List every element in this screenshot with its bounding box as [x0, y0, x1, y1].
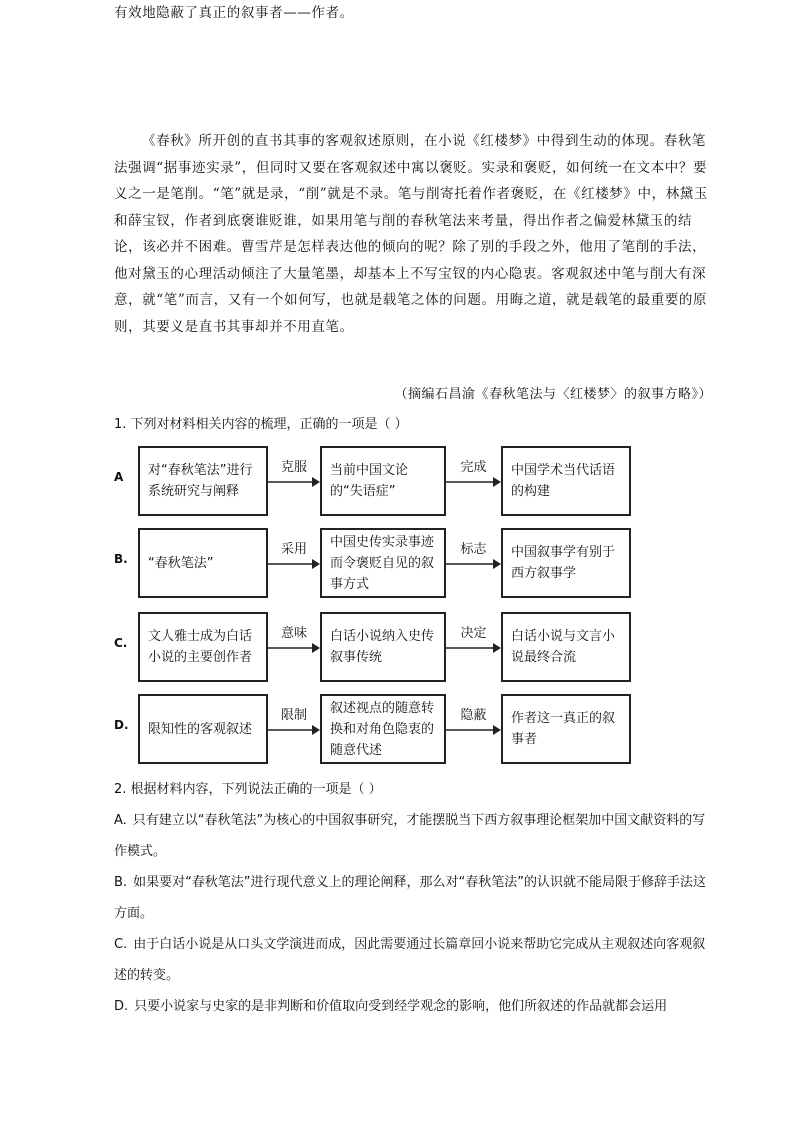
flow-box-text: 文人雅士成为白话小说的主要创作者 — [148, 629, 253, 665]
flow-arrow — [268, 612, 320, 682]
flow-arrow — [268, 528, 320, 598]
flow-box-text: 白话小说纳入史传叙事传统 — [330, 629, 435, 665]
option-label: B. — [114, 875, 128, 890]
arrow-right-icon — [268, 476, 320, 488]
flow-row-c — [110, 612, 650, 684]
flow-arrow — [446, 446, 501, 516]
passage-paragraph-1: 有效地隐蔽了真正的叙事者——作者。 — [114, 5, 354, 21]
passage-source: （摘编石昌渝《春秋笔法与〈红楼梦〉的叙事方略》） — [394, 387, 712, 402]
passage — [114, 0, 714, 27]
arrow-right-icon — [268, 724, 320, 736]
arrow-right-icon — [268, 642, 320, 654]
flow-arrow-label: 采用 — [280, 542, 307, 557]
option-text: 只要小说家与史家的是非判断和价值取向受到经学观念的影响，他们所叙述的作品就都会运用 — [134, 999, 668, 1014]
flow-box-text: 中国叙事学有别于西方叙事学 — [511, 545, 616, 581]
flow-arrow — [446, 694, 501, 764]
flow-arrow-label: 意味 — [280, 626, 307, 641]
flow-box — [320, 612, 446, 682]
flow-row-label: B. — [114, 552, 128, 566]
arrow-right-icon — [446, 642, 501, 654]
flow-box-text: 叙述视点的随意转换和对角色隐衷的随意代述 — [330, 700, 435, 758]
flow-box — [138, 612, 268, 682]
question-1-stem: 1. 下列对材料相关内容的梳理，正确的一项是（ ） — [114, 417, 408, 432]
flow-arrow — [446, 612, 501, 682]
flow-box-text: “春秋笔法” — [148, 555, 214, 571]
question-2-stem: 2. 根据材料内容，下列说法正确的一项是（ ） — [114, 782, 382, 797]
flow-row-a — [110, 446, 650, 518]
flow-box — [320, 694, 446, 764]
flow-box-text: 白话小说与文言小说最终合流 — [511, 629, 616, 665]
flow-arrow-label: 决定 — [460, 626, 487, 641]
option-label: A. — [114, 813, 127, 828]
flow-box — [320, 528, 446, 598]
option-text: 只有建立以“春秋笔法”为核心的中国叙事研究，才能摆脱当下西方叙事理论框架加中国文献资料的写作模式。 — [114, 813, 706, 859]
flow-box — [138, 528, 268, 598]
flow-box — [501, 694, 631, 764]
flow-arrow-label: 克服 — [280, 460, 307, 475]
flow-box-text: 当前中国文论的“失语症” — [330, 463, 409, 499]
flow-box — [138, 446, 268, 516]
flow-box — [501, 446, 631, 516]
flow-arrow-label: 隐蔽 — [460, 708, 487, 723]
option-label: D. — [114, 999, 129, 1014]
option-b — [114, 867, 714, 929]
flow-box — [138, 694, 268, 764]
flow-row-d — [110, 694, 650, 766]
option-a — [114, 805, 714, 867]
flow-arrow — [446, 528, 501, 598]
option-text: 由于白话小说是从口头文学演进而成，因此需要通过长篇章回小说来帮助它完成从主观叙述向客观叙述的转变。 — [114, 937, 706, 983]
flow-box-text: 中国学术当代话语的构建 — [511, 463, 616, 499]
flow-box-text: 对“春秋笔法”进行系统研究与阐释 — [148, 463, 253, 499]
flow-row-label: A — [114, 470, 124, 484]
arrow-right-icon — [446, 724, 501, 736]
flow-arrow — [268, 694, 320, 764]
flow-box — [320, 446, 446, 516]
flow-box — [501, 612, 631, 682]
flow-box-text: 限知性的客观叙述 — [148, 721, 253, 737]
option-label: C. — [114, 937, 128, 952]
flow-box — [501, 528, 631, 598]
flow-arrow — [268, 446, 320, 516]
arrow-right-icon — [446, 476, 501, 488]
flow-arrow-label: 完成 — [460, 460, 487, 475]
passage-paragraph-2: 《春秋》所开创的直书其事的客观叙述原则，在小说《红楼梦》中得到生动的体现。春秋笔法强调“据事迹实录”，但同时又要在客观叙述中寓以褒贬。实录和褒贬，如何统一在文本中？要义之一是笔削。“笔”就是录，“削”就是不录。笔与削寄托着作者褒贬，在《红楼梦》中，林黛玉和薛宝钗，作者到底褒谁贬谁，如果用笔与削的春秋笔法来考量，得出作者之偏爱林黛玉的结论，该必并不困难。曹雪芹是怎样表达他的倾向的呢？除了别的手段之外，他用了笔削的手法，他对黛玉的心理活动倾注了大量笔墨，却基本上不写宝钗的内心隐衷。客观叙述中笔与削大有深意，就“笔”而言，又有一个如何写，也就是载笔之体的问题。用晦之道，就是载笔的最重要的原则，其要义是直书其事却并不用直笔。 — [114, 133, 709, 335]
flow-row-b — [110, 528, 650, 600]
arrow-right-icon — [446, 558, 501, 570]
flow-row-label: C. — [114, 636, 128, 650]
option-c — [114, 929, 714, 991]
flow-row-label: D. — [114, 718, 129, 732]
flow-box-text: 作者这一真正的叙事者 — [511, 711, 616, 747]
flow-box-text: 中国史传实录事迹而令褒贬自见的叙事方式 — [330, 534, 435, 592]
option-text: 如果要对“春秋笔法”进行现代意义上的理论阐释，那么对“春秋笔法”的认识就不能局限于修辞手法这方面。 — [114, 875, 707, 921]
flow-arrow-label: 标志 — [460, 542, 487, 557]
option-d — [114, 991, 714, 1022]
arrow-right-icon — [268, 558, 320, 570]
flow-arrow-label: 限制 — [280, 708, 307, 723]
